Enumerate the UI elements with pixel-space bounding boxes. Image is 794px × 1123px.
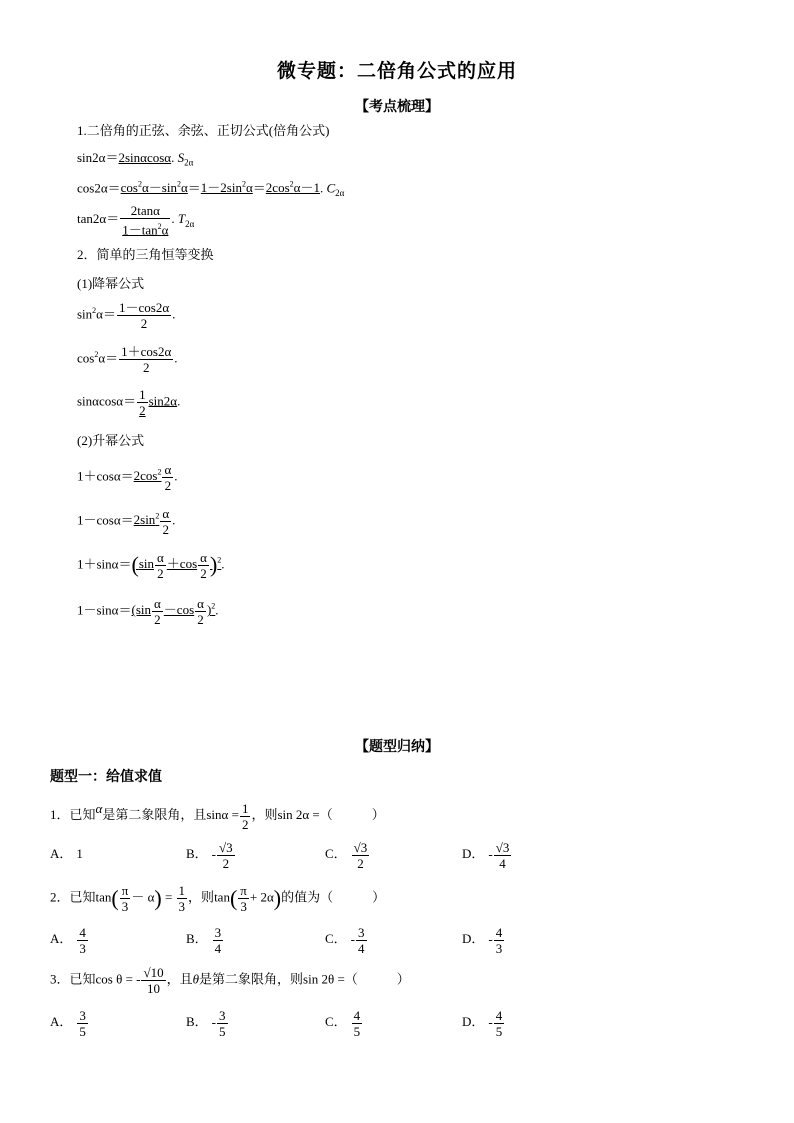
heading-identities: 2．简单的三角恒等变换: [77, 247, 214, 262]
heading-power-raising: (2)升幂公式: [77, 433, 145, 448]
question-1-stem: 1．已知α是第二象限角，且sinα = $\frac{1}{2}$ ，则sin 2α =（ ）: [50, 800, 385, 832]
formula-1-plus-cos: $1+\cos\alpha=2\cos^2$ $\frac{\alpha}{2}$ .: [77, 462, 178, 493]
formula-sin2a: sin2α＝2sinαcosα. $S_{2\alpha}$: [77, 150, 194, 168]
question-3-stem: 3．已知cos θ = - $\frac{√10}{10}$ ，且θ是第二象限角，则sin 2θ =（ ）: [50, 965, 410, 996]
formula-cos2a: $\cos 2\alpha=\cos^2\alpha-\sin^2\alpha=1-2\sin^2\alpha=2\cos^2\alpha-1$. $C_{2\alpha}$: [77, 180, 345, 198]
question-1-option-b[interactable]: B． - $\frac{√3}{2}$: [186, 840, 233, 871]
formula-1-minus-sin: 1－sinα＝(sin $\frac{\alpha}{2}$ －cos $\frac{\alpha}{2}$ )$^2$.: [77, 596, 219, 627]
type-heading: 题型一：给值求值: [50, 770, 162, 785]
question-3-option-b[interactable]: B． - $\frac{3}{5}$: [186, 1008, 226, 1039]
formula-1-minus-cos: $1-\cos\alpha=2\sin^2$ $\frac{\alpha}{2}$ .: [77, 506, 176, 537]
question-2-stem: 2．已知tan( $\frac{\pi}{3}$ － α) = $\frac{1}{3}$ ，则tan( $\frac{\pi}{3}$ + 2α)的值为（ ）: [50, 883, 386, 914]
question-3-option-d[interactable]: D． - $\frac{4}{5}$: [462, 1008, 503, 1039]
question-2-option-c[interactable]: C． - $\frac{3}{4}$: [325, 925, 365, 956]
question-2-option-d[interactable]: D． - $\frac{4}{3}$: [462, 925, 503, 956]
question-3-option-c[interactable]: C． $\frac{4}{5}$: [325, 1008, 361, 1039]
question-1-option-d[interactable]: D． - $\frac{√3}{4}$: [462, 840, 510, 871]
formula-sin-sq: $\sin^2\alpha=$ $\frac{1-\cos 2\alpha}{2}$ .: [77, 300, 176, 331]
section-heading-types: 【题型归纳】: [355, 740, 439, 755]
formula-cos-sq: $\cos^2\alpha=$ $\frac{1+\cos 2\alpha}{2}$ .: [77, 344, 178, 375]
question-2-option-a[interactable]: A． $\frac{4}{3}$: [50, 925, 86, 956]
formula-tan2a: tan2α＝ $\frac{2\tan\alpha}{1-\tan^2\alpha}$ . $T_{2\alpha}$: [77, 203, 195, 238]
heading-power-reduction: (1)降幂公式: [77, 276, 145, 291]
question-2-option-b[interactable]: B． $\frac{3}{4}$: [186, 925, 222, 956]
question-3-option-a[interactable]: A． $\frac{3}{5}$: [50, 1008, 86, 1039]
heading-double-angle: 1.二倍角的正弦、余弦、正切公式(倍角公式): [77, 123, 330, 138]
page-title: 微专题：二倍角公式的应用: [276, 61, 517, 82]
formula-sin-cos: sinαcosα＝ $\frac{1}{2}$ sin2α.: [77, 387, 181, 418]
question-1-option-a[interactable]: A． 1: [50, 846, 83, 861]
question-1-option-c[interactable]: C． $\frac{√3}{2}$: [325, 840, 368, 871]
formula-1-plus-sin: 1＋sinα＝(sin $\frac{\alpha}{2}$ ＋cos $\frac{\alpha}{2}$ )$^2$.: [77, 550, 225, 581]
section-heading-review: 【考点梳理】: [355, 100, 439, 115]
